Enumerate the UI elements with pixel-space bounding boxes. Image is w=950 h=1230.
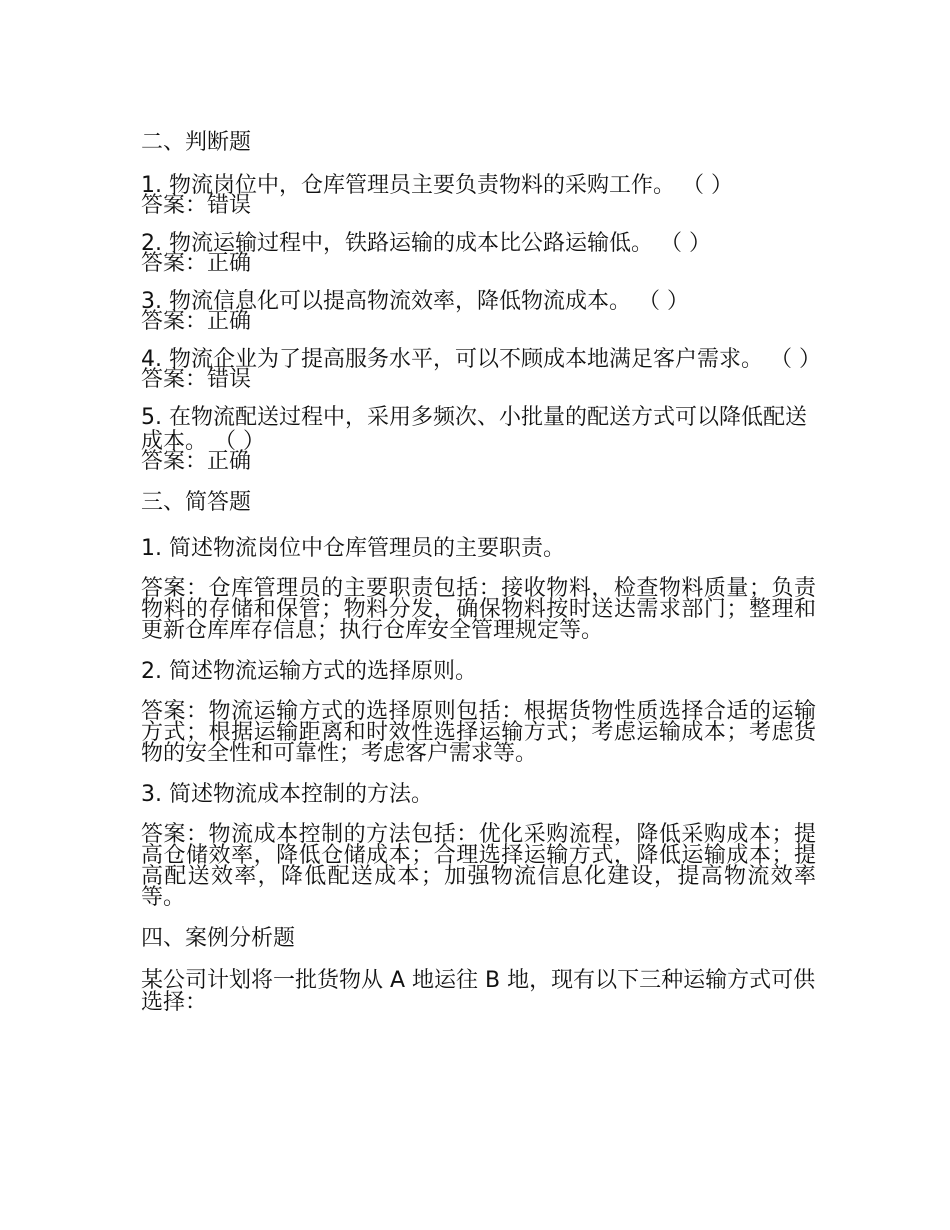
document-page (141, 128, 821, 1015)
question-text: 3. 物流信息化可以提高物流效率，降低物流成本。 （ ） (141, 289, 689, 314)
answer-text: 答案：物流运输方式的选择原则包括：根据货物性质选择合适的运输方式；根据运输距离和时效性选择运输方式；考虑运输成本；考虑货物的安全性和可靠性；考虑客户需求等。 (141, 699, 816, 766)
question-text: 5. 在物流配送过程中，采用多频次、小批量的配送方式可以降低配送成本。 （ ） (141, 405, 807, 454)
question-item (141, 232, 816, 276)
answer-text: 答案：错误 (141, 367, 252, 392)
question-item (141, 406, 816, 474)
question-text: 1. 简述物流岗位中仓库管理员的主要职责。 (141, 536, 565, 561)
answer-text: 答案：仓库管理员的主要职责包括：接收物料，检查物料质量；负责物料的存储和保管；物料分发，确保物料按时送达需求部门；整理和更新仓库库存信息；执行仓库安全管理规定等。 (141, 576, 816, 643)
answer-text: 答案：正确 (141, 251, 252, 276)
question-text: 3. 简述物流成本控制的方法。 (141, 782, 433, 807)
section-heading-short-answer: 三、简答题 (141, 490, 252, 515)
question-item (141, 174, 816, 218)
answer-text: 答案：错误 (141, 193, 252, 218)
question-text: 1. 物流岗位中，仓库管理员主要负责物料的采购工作。 （ ） (141, 173, 733, 198)
section-heading-case-analysis: 四、案例分析题 (141, 926, 296, 951)
question-text: 4. 物流企业为了提高服务水平，可以不顾成本地满足客户需求。 （ ） (141, 347, 821, 372)
question-text: 2. 简述物流运输方式的选择原则。 (141, 659, 477, 684)
section-heading-true-false: 二、判断题 (141, 130, 252, 155)
answer-text: 答案：正确 (141, 309, 252, 334)
answer-text: 答案：物流成本控制的方法包括：优化采购流程，降低采购成本；提高仓储效率，降低仓储成本；合理选择运输方式，降低运输成本；提高配送效率，降低配送成本；加强物流信息化建设，提高物流效率等。 (141, 822, 816, 910)
question-item (141, 347, 821, 392)
answer-text: 答案：正确 (141, 449, 252, 474)
question-text: 2. 物流运输过程中，铁路运输的成本比公路运输低。 （ ） (141, 231, 711, 256)
question-item (141, 290, 816, 334)
case-description: 某公司计划将一批货物从 A 地运往 B 地，现有以下三种运输方式可供选择： (141, 968, 816, 1015)
